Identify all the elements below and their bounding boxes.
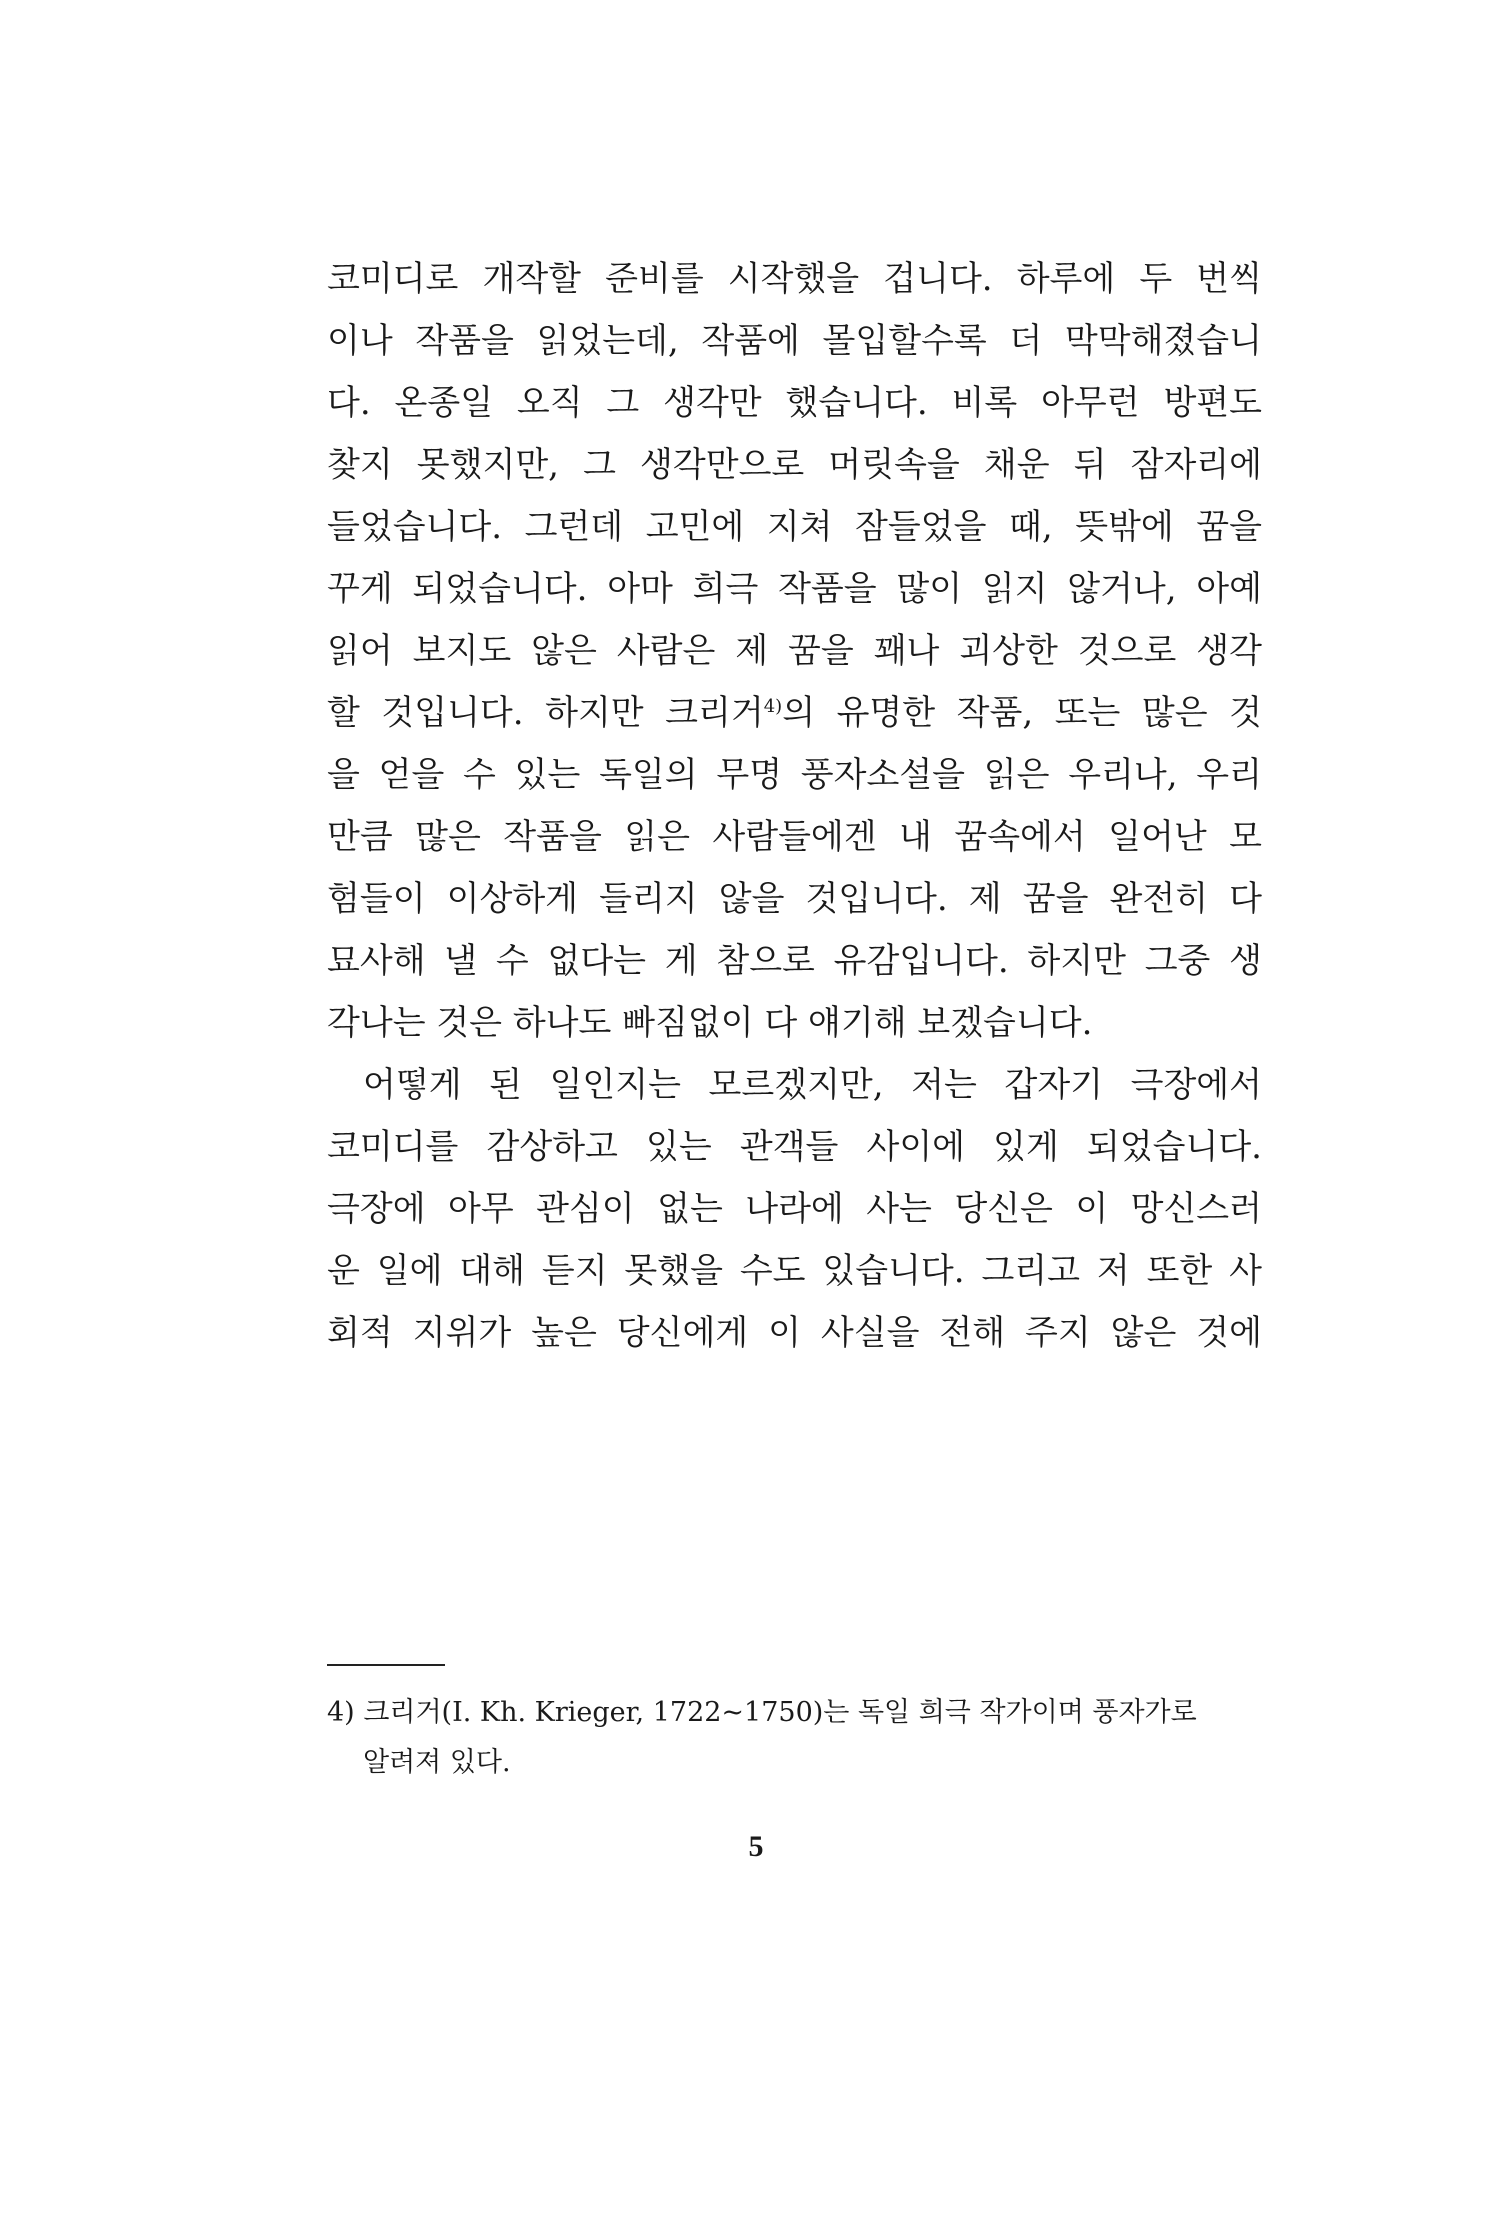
- footnote: [327, 1688, 1262, 1788]
- text-line: 각나는 것은 하나도 빠짐없이 다 얘기해 보겠습니다.: [327, 1003, 1093, 1043]
- footnote-line: 알려져 있다.: [363, 1747, 511, 1778]
- footnote-reference: 4): [763, 696, 783, 717]
- page-number: 5: [748, 1830, 764, 1863]
- footnote-number: 4): [327, 1697, 355, 1728]
- text-line: 회적 지위가 높은 당신에게 이 사실을 전해 주지 않은 것에: [327, 1313, 1262, 1353]
- text-line: 운 일에 대해 듣지 못했을 수도 있습니다. 그리고 저 또한 사: [327, 1251, 1262, 1291]
- text-segment: 의 유명한 작품, 또는 많은 것: [782, 693, 1262, 733]
- text-line: 다. 온종일 오직 그 생각만 했습니다. 비록 아무런 방편도: [327, 383, 1262, 423]
- text-line: 읽어 보지도 않은 사람은 제 꿈을 꽤나 괴상한 것으로 생각: [327, 631, 1262, 671]
- text-line: 만큼 많은 작품을 읽은 사람들에겐 내 꿈속에서 일어난 모: [327, 817, 1262, 857]
- footnote-divider: [327, 1664, 445, 1666]
- text-line: 험들이 이상하게 들리지 않을 것입니다. 제 꿈을 완전히 다: [327, 879, 1262, 919]
- text-line: 꾸게 되었습니다. 아마 희극 작품을 많이 읽지 않거나, 아예: [327, 569, 1262, 609]
- text-line: 을 얻을 수 있는 독일의 무명 풍자소설을 읽은 우리나, 우리: [327, 755, 1262, 795]
- text-line: 극장에 아무 관심이 없는 나라에 사는 당신은 이 망신스러: [327, 1189, 1262, 1229]
- text-line: 코미디로 개작할 준비를 시작했을 겁니다. 하루에 두 번씩: [327, 259, 1262, 299]
- body-text: [327, 248, 1262, 1364]
- text-line: 이나 작품을 읽었는데, 작품에 몰입할수록 더 막막해졌습니: [327, 321, 1262, 361]
- text-line: 찾지 못했지만, 그 생각만으로 머릿속을 채운 뒤 잠자리에: [327, 445, 1262, 485]
- footnote-line: [327, 1688, 1262, 1738]
- text-line: 들었습니다. 그런데 고민에 지쳐 잠들었을 때, 뜻밖에 꿈을: [327, 507, 1262, 547]
- text-line: 코미디를 감상하고 있는 관객들 사이에 있게 되었습니다.: [327, 1127, 1262, 1167]
- footnote-text: 크리거(I. Kh. Krieger, 1722~1750)는 독일 희극 작가이며 풍자가로: [363, 1697, 1197, 1728]
- text-line-with-footnote: [327, 682, 1262, 744]
- text-segment: 할 것입니다. 하지만 크리거: [327, 693, 764, 733]
- text-line: 묘사해 낼 수 없다는 게 참으로 유감입니다. 하지만 그중 생: [327, 941, 1262, 981]
- text-line: 어떻게 된 일인지는 모르겠지만, 저는 갑자기 극장에서: [363, 1065, 1262, 1105]
